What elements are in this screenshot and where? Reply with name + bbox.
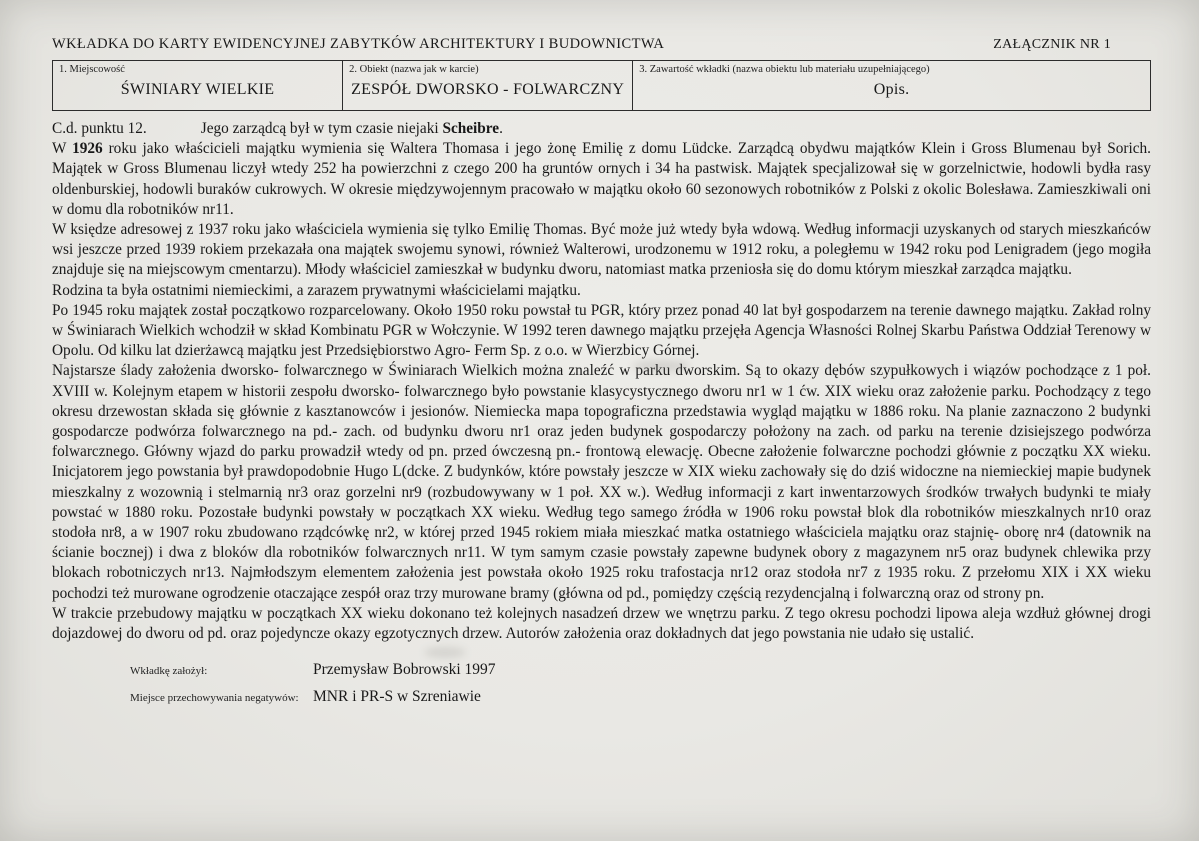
footer <box>52 661 1151 706</box>
intro-point-label: C.d. punktu 12. <box>52 120 147 137</box>
intro-name-bold: Scheibre <box>442 120 500 137</box>
author-label: Wkładkę założył: <box>130 665 208 678</box>
card-content <box>52 36 1151 706</box>
identification-table <box>52 60 1151 111</box>
contents-value: Opis. <box>873 81 910 98</box>
paragraph-family: Rodzina ta była ostatnimi niemieckimi, a zarazem prywatnymi właścicielami majątku. <box>52 281 581 299</box>
p2-prefix: W <box>52 140 73 158</box>
header <box>52 36 1151 60</box>
p2-year-bold: 1926 <box>72 140 103 158</box>
table-cell-locality <box>52 61 342 110</box>
paragraph-1926 <box>52 139 1151 220</box>
negatives-value: MNR i PR-S w Szreniawie <box>313 688 481 706</box>
object-value: ZESPÓŁ DWORSKO - FOLWARCZNY <box>351 81 625 98</box>
contents-column-label: 3. Zawartość wkładki (nazwa obiektu lub materiału uzupełniającego) <box>639 64 930 75</box>
document-title: WKŁADKA DO KARTY EWIDENCYJNEJ ZABYTKÓW ARCHITEKTURY I BUDOWNICTWA <box>52 36 665 52</box>
negatives-label: Miejsce przechowywania negatywów: <box>130 692 299 705</box>
paragraph-park: W trakcie przebudowy majątku w początkach XX wieku dokonano też kolejnych nasadzeń drzew we wnętrzu parku. Z tego okresu pochodzi lipowa aleja wzdłuż głównej drogi dojazdowej do dworu od pd. oraz pojedyncze okazy egzotycznych drzew. Autorów założenia oraz dokładnych dat jego powstania nie udało się ustalić. <box>52 604 1151 643</box>
author-value: Przemysław Bobrowski 1997 <box>313 661 496 679</box>
intro-text: Jego zarządcą był w tym czasie niejaki <box>200 120 443 137</box>
footer-row-negatives <box>52 688 1151 706</box>
paragraph-post1945: Po 1945 roku majątek został początkowo rozparcelowany. Około 1950 roku powstał tu PGR, który przez ponad 40 lat był gospodarzem na terenie dawnego majątku. Zakład rolny w Świniarach Wielkich wchodził w skład Kombinatu PGR w Wołczynie. W 1992 teren dawnego majątku przejęła Agencja Własności Rolnej Skarbu Państwa Oddział Terenowy w Opolu. Od kilku lat dzierżawcą majątku jest Przedsiębiorstwo Agro- Ferm Sp. z o.o. w Wierzbicy Górnej. <box>52 301 1151 360</box>
paragraph-history: Najstarsze ślady założenia dworsko- folwarcznego w Świniarach Wielkich można znaleźć w parku dworskim. Są to okazy dębów szypułkowych i wiązów pochodzące z 1 poł. XVIII w. Kolejnym etapem w historii zespołu dworsko- folwarcznego było powstanie klasycystycznego dworu nr1 w 1 ćw. XIX wieku oraz założenie parku. Pochodzący z tego okresu drzewostan składa się głównie z kasztanowców i jesionów. Niemiecka mapa topograficzna przedstawia wygląd majątku w 1886 roku. Na planie zaznaczono 2 budynki gospodarcze podwórza folwarcznego na pd.- zach. od budynku dworu nr1 oraz jeden budynek gospodarczy położony na zach. od parku na terenie dzisiejszego podwórza folwarcznego. Główny wjazd do parku prowadził wtedy od pn. przed ówczesną pn.- frontową elewację. Obecne założenie folwarczne pochodzi głównie z początku XX wieku. Inicjatorem jego powstania był prawdopodobnie Hugo L(dcke. Z budynków, które powstały jeszcze w XIX wieku zachowały się do dziś widoczne na niemieckiej mapie budynek mieszkalny z wozownią i stelmarnią nr3 oraz gorzelni nr9 (rozbudowywany w 1 poł. XX w.). Według informacji z kart inwentarzowych środków trwałych budynki te miały powstać w 1880 roku. Pozostałe budynki powstały w początkach XX wieku. Według tego samego źródła w 1906 roku powstał blok dla robotników mieszkalnych nr10 oraz stodoła nr8, a w 1907 roku zbudowano rządcówkę nr2, w której przed 1945 rokiem miała mieszkać matka ostatniego właściciela majątku oraz stajnię- oborę nr4 (datownik na ścianie bocznej) i dwa z bloków dla robotników folwarcznych nr11. W tym samym czasie powstały zapewne budynek obory z magazynem nr5 oraz budynek chlewika przy blokach robotniczych nr13. Najmłodszym elementem założenia jest powstała około 1925 roku trafostacja nr12 oraz stodoła nr7 z 1935 roku. Z przełomu XIX i XX wieku pochodzi też murowane ogrodzenie otaczające zespół oraz trzy murowane bramy (główna od pd., pomiędzy częścią rezydencjalną i folwarczną oraz od strony pn. <box>52 362 1151 602</box>
p2-text: roku jako właścicieli majątku wymienia się Waltera Thomasa i jego żonę Emilię z domu Lüdcke. Zarządcą obydwu majątków Klein i Gross Blumenau był Sorich. Majątek w Gross Blumenau liczył wtedy 252 ha powierzchni z czego 200 ha gruntów ornych i 34 ha pastwisk. Majątek specjalizował się w gorzelnictwie, hodowli bydła rasy oldenburskiej, hodowli buraków cukrowych. W okresie międzywojennym pracowało w majątku około 60 sezonowych robotników z Polski z okolic Bolesława. Zamieszkiwali oni w domu dla robotników nr11. <box>52 140 1151 218</box>
object-column-label: 2. Obiekt (nazwa jak w karcie) <box>349 64 479 75</box>
paragraph-1937: W księdze adresowej z 1937 roku jako właściciela wymienia się tylko Emilię Thomas. Być może już wtedy była wdową. Według informacji uzyskanych od starych mieszkańców wsi jeszcze przed 1939 rokiem przekazała ona majątek swojemu synowi, również Walterowi, urodzonemu w 1912 roku, a poległemu w 1942 roku pod Lenigradem (jego mogiła znajduje się na miejscowym cmentarzu). Młody właściciel zamieszkał w budynku dworu, natomiast matka przeniosła się do domu którym mieszkał zarządca majątku. <box>52 221 1151 279</box>
table-cell-contents <box>632 61 1151 110</box>
locality-value: ŚWINIARY WIELKIE <box>120 81 275 98</box>
annex-label: ZAŁĄCZNIK NR 1 <box>993 37 1111 52</box>
footer-row-author <box>52 661 1151 679</box>
locality-column-label: 1. Miejscowość <box>59 64 125 75</box>
intro-period: . <box>499 120 503 137</box>
table-cell-object <box>342 61 632 110</box>
paragraph-intro <box>52 119 1151 139</box>
document-body <box>52 119 1151 644</box>
